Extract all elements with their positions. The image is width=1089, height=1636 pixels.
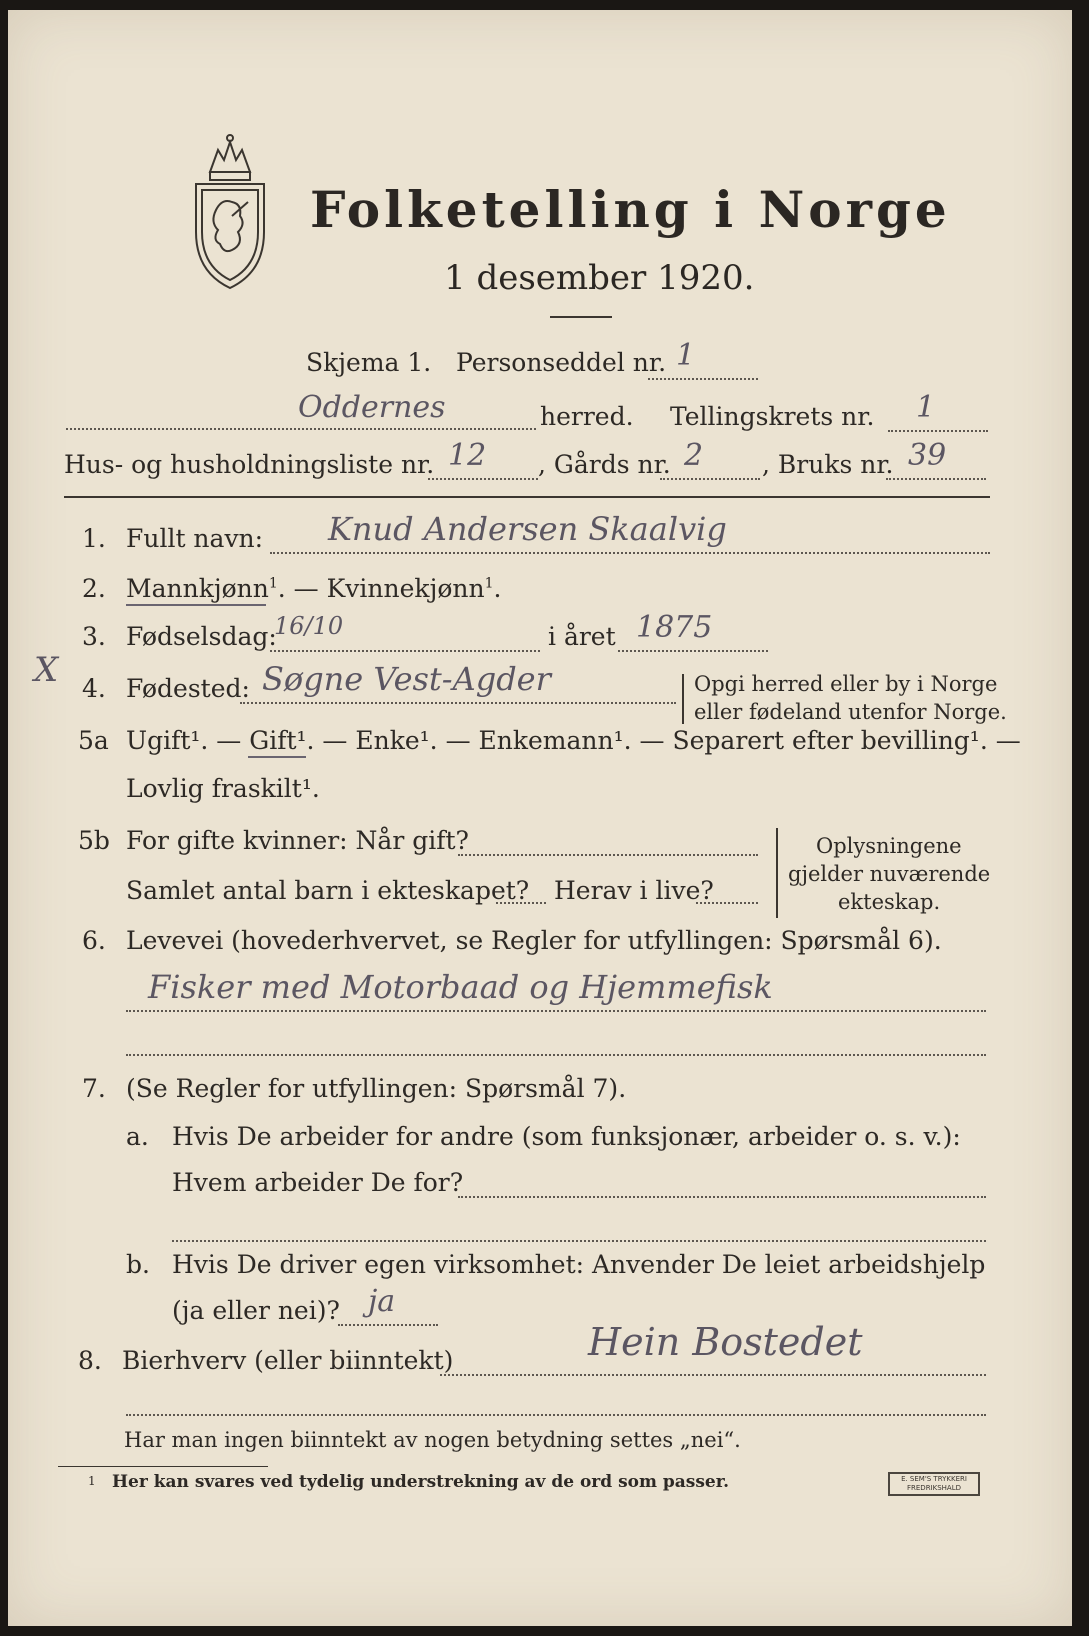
q5b-children-line xyxy=(496,902,546,904)
q2-number: 2. xyxy=(82,574,106,603)
q3-number: 3. xyxy=(82,622,106,651)
title-divider xyxy=(550,316,612,318)
q7b-line xyxy=(338,1324,438,1326)
personseddel-label: Personseddel nr. xyxy=(456,348,667,377)
q4-birthplace-value[interactable]: Søgne Vest-Agder xyxy=(262,660,551,698)
footnote-text: Her kan svares ved tydelig understrekning av de ord som passer. xyxy=(112,1472,730,1492)
q8-number: 8. xyxy=(78,1346,102,1375)
personseddel-line xyxy=(648,378,758,380)
q5b-number: 5b xyxy=(78,826,110,855)
q7b-number: b. xyxy=(126,1250,150,1279)
q1-number: 1. xyxy=(82,524,106,553)
footer-note: Har man ingen biinntekt av nogen betydning settes „nei“. xyxy=(124,1428,741,1452)
q7a-label-line1: Hvis De arbeider for andre (som funksjonær, arbeider o. s. v.): xyxy=(172,1122,961,1151)
q3-birthdate-value[interactable]: 16/10 xyxy=(274,612,344,640)
q8-signature: Hein Bostedet xyxy=(588,1320,863,1364)
q8-label: Bierhverv (eller biinntekt) xyxy=(122,1346,454,1375)
tellingskrets-label: Tellingskrets nr. xyxy=(670,402,875,431)
q4-note-line2: eller fødeland utenfor Norge. xyxy=(694,700,1007,724)
q1-full-name-value[interactable]: Knud Andersen Skaalvig xyxy=(328,510,727,548)
q7b-label-line1: Hvis De driver egen virksomhet: Anvender De leiet arbeidshjelp xyxy=(172,1250,986,1279)
q6-line2 xyxy=(126,1054,986,1056)
footnote-rule xyxy=(58,1466,268,1467)
q5b-married-line xyxy=(458,854,758,856)
q7a-employer-line[interactable] xyxy=(458,1196,986,1198)
personseddel-value[interactable]: 1 xyxy=(676,338,696,373)
q7a-line2 xyxy=(172,1240,986,1242)
q5b-label-alive: Herav i live? xyxy=(554,876,714,905)
q6-number: 6. xyxy=(82,926,106,955)
q8-line2 xyxy=(126,1414,986,1416)
q4-label: Fødested: xyxy=(126,674,250,703)
census-form-page xyxy=(8,10,1072,1626)
q2-mann-option[interactable]: Mannkjønn xyxy=(126,574,269,603)
q6-label: Levevei (hovederhvervet, se Regler for utfyllingen: Spørsmål 6). xyxy=(126,926,942,955)
printer-stamp: E. SEM'S TRYKKERI FREDRIKSHALD xyxy=(888,1472,980,1496)
footnote-mark: 1 xyxy=(88,1474,96,1488)
skjema-label: Skjema 1. xyxy=(306,348,432,377)
q6-line1 xyxy=(126,1010,986,1012)
q4-number: 4. xyxy=(82,674,106,703)
q5a-options[interactable]: Ugift¹. — Gift¹. — Enke¹. — Enkemann¹. — Separert efter bevilling¹. — xyxy=(126,726,1021,755)
herred-value[interactable]: Oddernes xyxy=(298,390,446,425)
herred-line xyxy=(66,428,536,430)
q3-birthdate-line xyxy=(270,650,540,652)
q5b-note-line2: gjelder nuværende xyxy=(788,862,991,886)
q3-year-label: i året xyxy=(548,622,616,651)
q5a-number: 5a xyxy=(78,726,109,755)
q5a-gift-underline xyxy=(248,756,306,758)
header-rule xyxy=(64,496,990,498)
form-title: Folketelling i Norge xyxy=(310,180,951,239)
q5b-note-line3: ekteskap. xyxy=(838,890,941,914)
q6-occupation-value[interactable]: Fisker med Motorbaad og Hjemmefisk xyxy=(148,968,773,1006)
hus-value[interactable]: 12 xyxy=(448,438,487,473)
q5b-note-line1: Oplysningene xyxy=(816,834,962,858)
coat-of-arms-icon xyxy=(188,132,272,292)
q4-note-brace xyxy=(682,674,684,724)
q7b-value[interactable]: ja xyxy=(368,1284,396,1319)
q7b-label-line2: (ja eller nei)? xyxy=(172,1296,340,1325)
q2-mann-underline xyxy=(126,604,266,606)
bruks-line xyxy=(886,478,986,480)
q5b-alive-line xyxy=(696,902,758,904)
q1-label: Fullt navn: xyxy=(126,524,264,553)
tellingskrets-value[interactable]: 1 xyxy=(916,390,936,425)
q4-note-line1: Opgi herred eller by i Norge xyxy=(694,672,998,696)
gards-value[interactable]: 2 xyxy=(684,438,704,473)
q5b-note-brace xyxy=(776,828,778,918)
q4-line xyxy=(240,702,676,704)
q7-label: (Se Regler for utfyllingen: Spørsmål 7). xyxy=(126,1074,627,1103)
q4-margin-mark: X xyxy=(34,650,59,690)
bruks-value[interactable]: 39 xyxy=(908,438,947,473)
q2-kvinne-option[interactable]: Kvinnekjønn xyxy=(326,574,485,603)
q1-line xyxy=(270,552,990,554)
hus-line xyxy=(428,478,538,480)
q5a-options-line2[interactable]: Lovlig fraskilt¹. xyxy=(126,774,320,803)
q7a-label-line2: Hvem arbeider De for? xyxy=(172,1168,464,1197)
form-subtitle: 1 desember 1920. xyxy=(444,258,755,298)
q3-year-line xyxy=(618,650,768,652)
q3-year-value[interactable]: 1875 xyxy=(636,610,713,645)
q7-number: 7. xyxy=(82,1074,106,1103)
hus-label: Hus- og husholdningsliste nr. xyxy=(64,450,435,479)
q5b-label-children: Samlet antal barn i ekteskapet? xyxy=(126,876,530,905)
q7a-number: a. xyxy=(126,1122,149,1151)
gards-label: , Gårds nr. xyxy=(538,450,671,479)
q2-options: Mannkjønn$^1$. — Kvinnekjønn$^1$. xyxy=(126,574,502,603)
tellingskrets-line xyxy=(888,430,988,432)
q3-label: Fødselsdag: xyxy=(126,622,277,651)
gards-line xyxy=(660,478,760,480)
q8-line[interactable] xyxy=(440,1374,986,1376)
bruks-label: , Bruks nr. xyxy=(762,450,894,479)
herred-label: herred. xyxy=(540,402,634,431)
q5b-label-married: For gifte kvinner: Når gift? xyxy=(126,826,469,855)
